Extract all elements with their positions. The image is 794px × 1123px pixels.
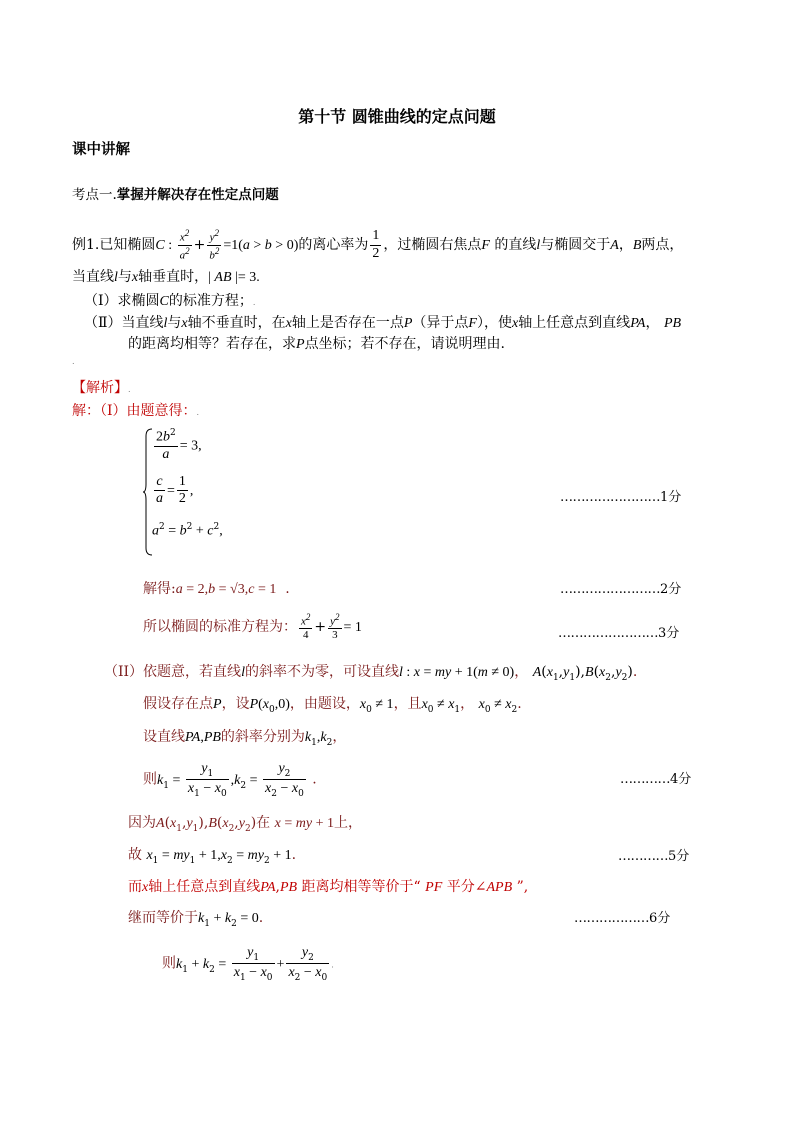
part2-line-3: 设直线PA,PB的斜率分别为$k_1,k_2$， (143, 729, 347, 748)
question-2-cont: 的距离均相等？若存在，求P点坐标；若不存在，请说明理由. (128, 336, 506, 352)
eq-2: $\frac{c}{a}$ = $\frac{1}{2}$ , (156, 474, 194, 507)
score-4: …………4分 (620, 772, 692, 787)
score-3: ……………………3分 (558, 626, 680, 641)
formula-x2-a2: $\frac{x^2}{a^2}$ (179, 228, 190, 262)
score-5: …………5分 (618, 849, 690, 864)
kaodian-heading (72, 183, 279, 203)
slope-formula: 则$k_1$ = $\frac{y_1}{x_1 - x_0}$ $,k_2$ = $\frac{y_2}{x_2 - x_0}$ . (143, 761, 317, 799)
ellipse-equation: 所以椭圆的标准方程为： $\frac{x^2}{4}$ + $\frac{y^2}{3}$ = 1 (143, 612, 362, 642)
eq-1: $\frac{2b^2}{a}$ = 3, (156, 428, 202, 462)
part2-line-8: 继而等价于$k_1 + k_2 = 0$. (128, 910, 264, 929)
eq-3: $a^2 = b^2 + c^2$, (152, 522, 223, 539)
kaodian-prefix: 考点一. (72, 187, 117, 203)
solution-start: 解：（Ⅰ）由题意得：. (72, 403, 200, 419)
kaodian-text: 掌握并解决存在性定点问题 (116, 187, 279, 203)
analysis-label: 【解析】. (72, 380, 131, 396)
question-2: （Ⅱ）当直线l与x轴不垂直时，在x轴上是否存在一点P（异于点F），使x轴上任意点到直线PA， PB (84, 315, 682, 331)
question-1: （Ⅰ）求椭圆C的标准方程；. (84, 293, 256, 309)
score-2: ……………………2分 (560, 582, 682, 597)
part2-line-5: 因为$A(x_1,y_1),B(x_2,y_2)$在 x = my + 1上， (128, 815, 362, 834)
formula-one-half: $\frac{1}{2}$ (372, 228, 380, 261)
page-title: 第十节 圆锥曲线的定点问题 (298, 107, 496, 126)
example-line-1: 例1.已知椭圆C : $\frac{x^2}{a^2}$ + $\frac{y^2}{b^2}$ =1(a > b > 0)的离心率为 $\frac{1}{2}$ ，过椭圆右焦点F 的直线l与椭圆交于A，B两点， (72, 228, 684, 262)
part2-line-1: （II）依题意，若直线l的斜率不为零，可设直线l : x = my + 1(m ≠ 0)， $A(x_1,y_1),B(x_2,y_2)$. (104, 664, 638, 683)
part2-line-7: 而x轴上任意点到直线PA,PB 距离均相等等价于“ PF 平分∠APB ”, (128, 879, 529, 895)
section-heading: 课中讲解 (72, 141, 130, 158)
part2-line-6: 故 $x_1 = my_1 + 1,x_2 = my_2 + 1$. (128, 847, 297, 866)
formula-y2-b2: $\frac{y^2}{b^2}$ (209, 228, 220, 262)
solve-result: 解得:a = 2,b = √3,c = 1 . (143, 581, 290, 597)
para-dot: . (72, 357, 75, 366)
score-6: ………………6分 (574, 911, 671, 926)
score-1: ……………………1分 (560, 490, 682, 505)
sum-formula: 则$k_1 + k_2$ = $\frac{y_1}{x_1 - x_0}$ + $\frac{y_2}{x_2 - x_0}$ . (162, 945, 334, 983)
part2-line-2: 假设存在点P，设$P(x_0,0)$，由题设，$x_0 \ne 1$，且$x_0 \ne x_1$， $x_0 \ne x_2$. (143, 696, 522, 715)
example-line-2: 当直线l与x轴垂直时，| AB |= 3. (72, 269, 260, 285)
